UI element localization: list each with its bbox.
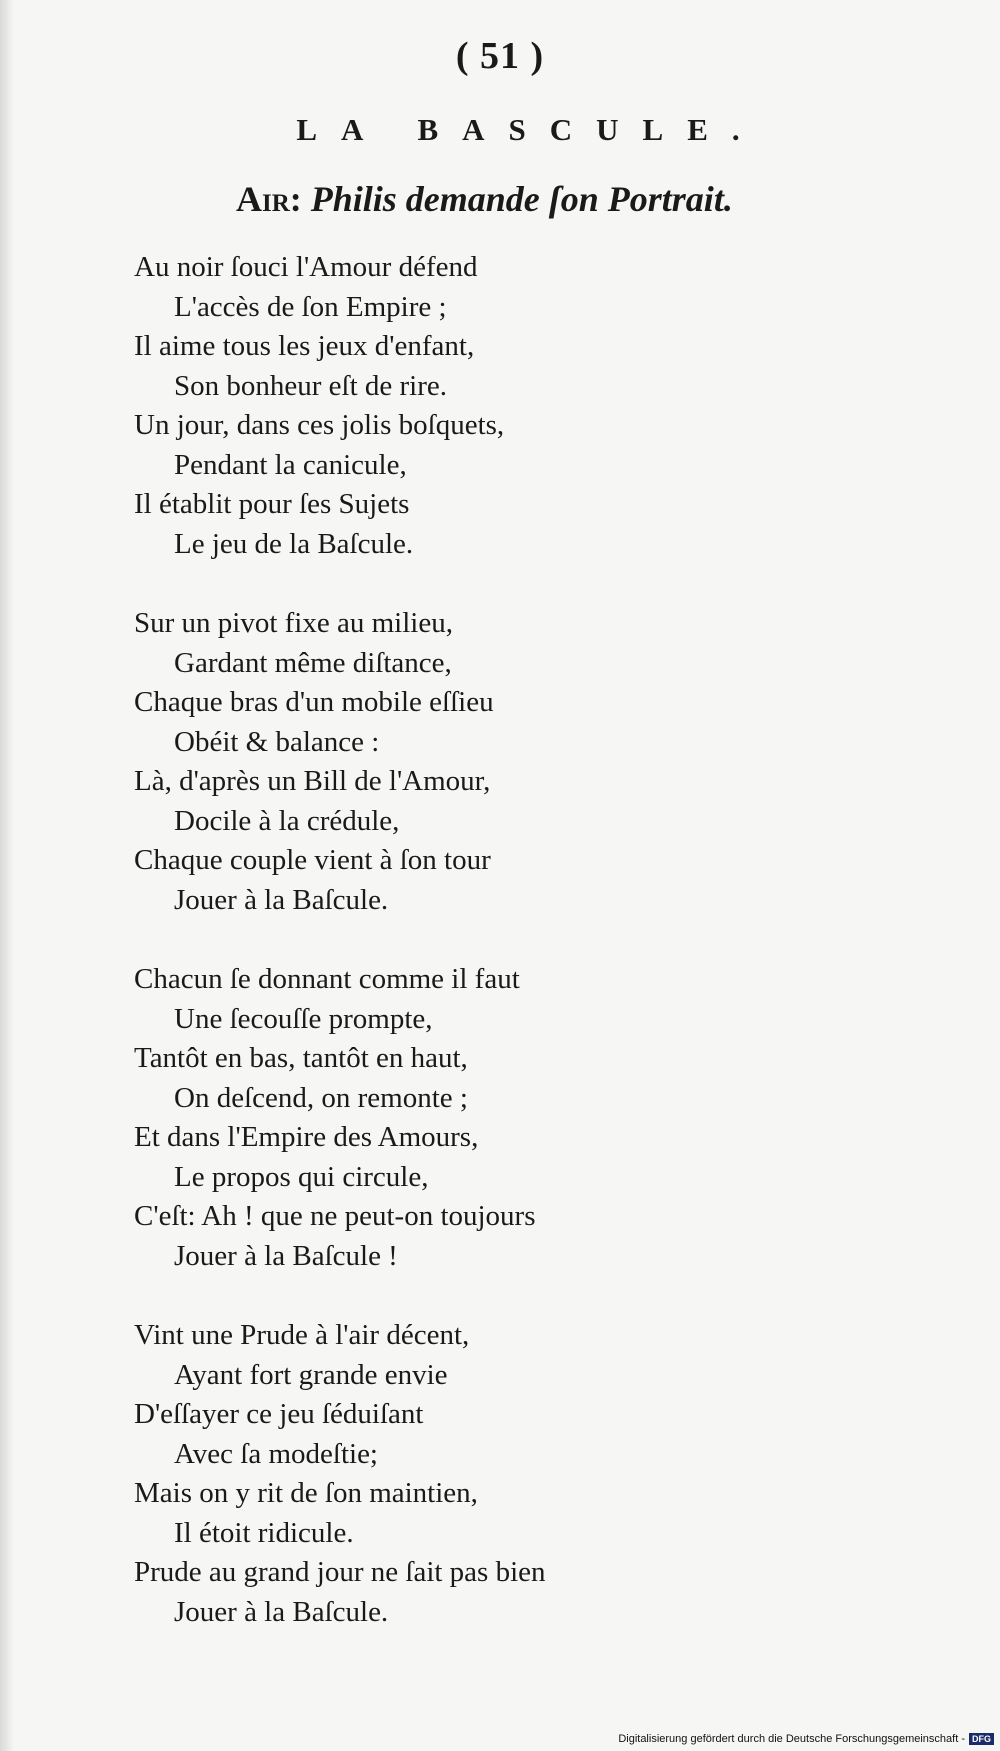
verse: Vint une Prude à l'air décent, — [134, 1319, 470, 1351]
verse: C'eſt: Ah ! que ne peut-on toujours — [134, 1200, 536, 1232]
verse: Il aime tous les jeux d'enfant, — [134, 330, 475, 362]
verse: Jouer à la Baſcule. — [174, 1595, 389, 1628]
verse: Au noir ſouci l'Amour défend — [134, 251, 478, 283]
verse: Chaque couple vient à ſon tour — [134, 844, 491, 876]
verse: Mais on y rit de ſon maintien, — [134, 1477, 478, 1509]
verse: Jouer à la Baſcule ! — [174, 1239, 398, 1272]
dfg-logo-icon: DFG — [969, 1733, 994, 1745]
page-number: ( 51 ) — [455, 35, 545, 77]
verse: Prude au grand jour ne ſait pas bien — [134, 1556, 546, 1588]
verse: Une ſecouſſe prompte, — [174, 1002, 433, 1035]
verse: Jouer à la Baſcule. — [174, 883, 389, 916]
poem-title: LA BASCULE. — [296, 112, 764, 147]
verse: Son bonheur eſt de rire. — [174, 369, 448, 402]
verse: Docile à la crédule, — [174, 804, 400, 837]
stanza-2 — [134, 604, 874, 920]
verse: Il étoit ridicule. — [174, 1516, 354, 1549]
air-tune: Philis demande ſon Portrait. — [310, 179, 733, 219]
stanza-4 — [134, 1316, 874, 1632]
stanza-3 — [134, 960, 874, 1276]
poem-body — [134, 248, 874, 1672]
verse: Et dans l'Empire des Amours, — [134, 1121, 479, 1153]
digitization-credit — [618, 1733, 994, 1745]
verse: Gardant même diſtance, — [174, 646, 452, 679]
verse: Pendant la canicule, — [174, 448, 407, 481]
verse: Il établit pour ſes Sujets — [134, 488, 410, 520]
page-edge-shadow — [0, 0, 14, 1751]
verse: Le jeu de la Baſcule. — [174, 527, 414, 560]
verse: D'eſſayer ce jeu ſéduiſant — [134, 1398, 424, 1430]
air-line — [236, 178, 733, 220]
verse: Là, d'après un Bill de l'Amour, — [134, 765, 491, 797]
verse: Tantôt en bas, tantôt en haut, — [134, 1042, 468, 1074]
verse: Ayant fort grande envie — [174, 1358, 448, 1391]
verse: Chaque bras d'un mobile eſſieu — [134, 686, 494, 718]
verse: Le propos qui circule, — [174, 1160, 429, 1193]
verse: Chacun ſe donnant comme il faut — [134, 963, 520, 995]
verse: On deſcend, on remonte ; — [174, 1081, 468, 1114]
verse: L'accès de ſon Empire ; — [174, 290, 447, 323]
stanza-1 — [134, 248, 874, 564]
credit-text: Digitalisierung gefördert durch die Deutsche Forschungsgemeinschaft - — [618, 1733, 965, 1745]
verse: Sur un pivot fixe au milieu, — [134, 607, 453, 639]
verse: Obéit & balance : — [174, 725, 380, 758]
verse: Avec ſa modeſtie; — [174, 1437, 378, 1470]
verse: Un jour, dans ces jolis boſquets, — [134, 409, 505, 441]
air-label: Air: — [236, 179, 302, 219]
